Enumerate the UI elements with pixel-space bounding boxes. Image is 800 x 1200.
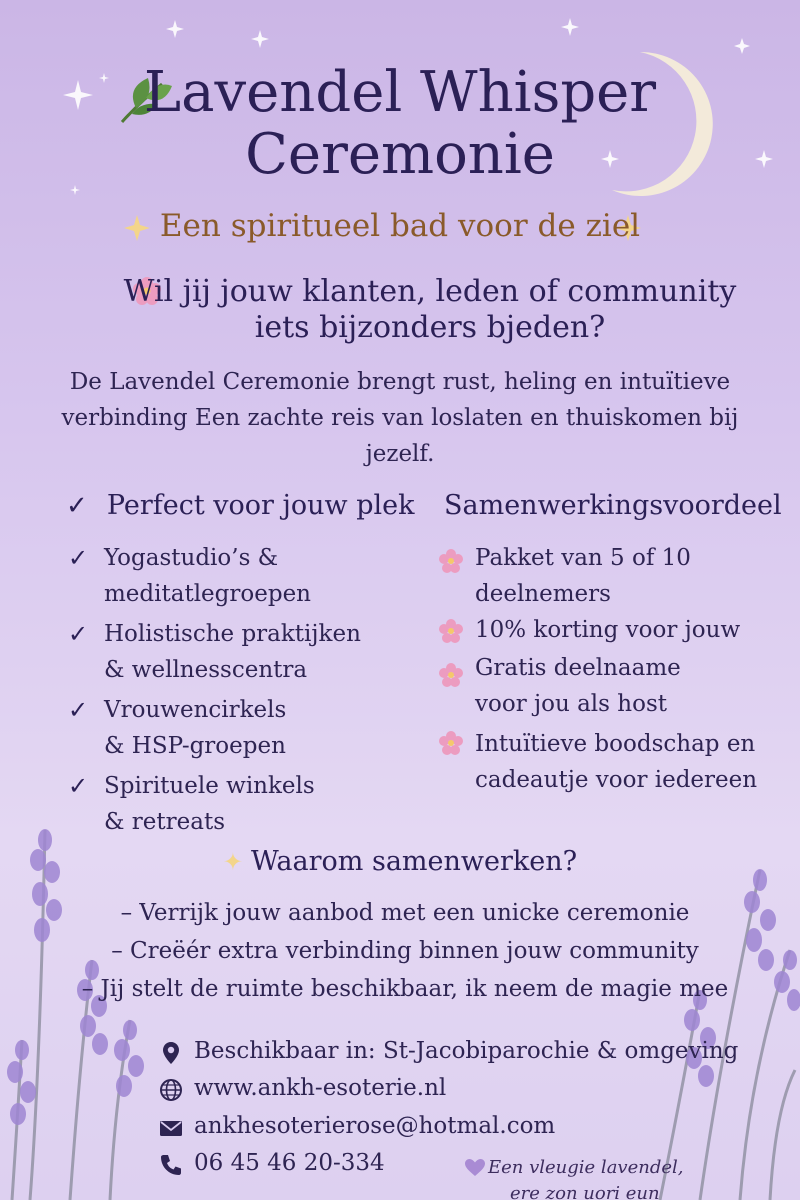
why-item: – Jij stelt de ruimte beschikbaar, ik neem de magie mee xyxy=(81,976,729,1002)
contact-website[interactable] xyxy=(160,1075,446,1101)
right-item xyxy=(438,650,681,722)
right-heading: Samenwerkingsvoordeel xyxy=(444,490,782,521)
intro-line-3: jezelf. xyxy=(365,441,435,467)
location-text: Beschikbaar in: St-Jacobiparochie & omgeving xyxy=(194,1038,739,1064)
globe-icon xyxy=(158,1077,184,1103)
checkmark-icon: ✓ xyxy=(68,772,89,800)
checkmark-icon: ✓ xyxy=(68,620,89,648)
checkmark-icon: ✓ xyxy=(66,491,88,521)
intro-line-1: De Lavendel Ceremonie brengt rust, heling en intuïtieve xyxy=(69,369,731,395)
phone-text[interactable]: 06 45 46 20-334 xyxy=(194,1150,385,1176)
right-item xyxy=(438,726,757,798)
why-item: – Creëér extra verbinding binnen jouw community xyxy=(111,938,699,964)
right-item-line-1: Intuïtieve boodschap en xyxy=(475,731,756,757)
checkmark-icon: ✓ xyxy=(68,696,89,724)
why-heading: Waarom samenwerken? xyxy=(251,846,578,877)
tagline xyxy=(488,1155,684,1200)
flower-icon xyxy=(438,618,464,644)
right-item xyxy=(438,612,740,648)
heart-icon xyxy=(464,1158,486,1178)
sparkle-icon xyxy=(561,18,579,36)
sparkle-icon xyxy=(251,30,269,48)
right-item-line-1: Pakket van 5 of 10 xyxy=(475,545,691,571)
contact-phone[interactable] xyxy=(160,1150,385,1176)
left-item-line-1: Holistische praktijken xyxy=(104,621,361,647)
email-link[interactable]: ankhesoterierose@hotmal.com xyxy=(194,1113,556,1139)
intro-paragraph xyxy=(60,364,740,472)
right-item-line-2: cadeautje voor iedereen xyxy=(475,767,758,793)
contact-email[interactable] xyxy=(160,1113,555,1139)
left-item-line-2: & HSP-groepen xyxy=(104,733,286,759)
left-item-line-1: Vrouwencirkels xyxy=(104,697,287,723)
phone-icon xyxy=(158,1152,184,1178)
title-line-2: Ceremonie xyxy=(245,122,555,187)
flower-icon xyxy=(438,730,464,756)
sparkle-icon xyxy=(70,185,80,195)
checkmark-icon: ✓ xyxy=(68,544,89,572)
why-heading-row xyxy=(0,846,800,877)
right-item-line-1: Gratis deelnaame xyxy=(475,655,681,681)
left-item-line-2: meditatlegroepen xyxy=(104,581,311,607)
envelope-icon xyxy=(158,1115,184,1141)
left-item xyxy=(68,540,311,612)
website-link[interactable]: www.ankh-esoterie.nl xyxy=(194,1075,447,1101)
contact-location xyxy=(160,1038,738,1064)
right-item-line-1: 10% korting voor jouw xyxy=(475,617,741,643)
flower-icon xyxy=(438,662,464,688)
question-line-1: Wil jij jouw klanten, leden of community xyxy=(123,274,737,309)
sparkle-icon xyxy=(734,38,750,54)
intro-line-2: verbinding Een zachte reis van loslaten en thuiskomen bij xyxy=(61,405,739,431)
left-item-line-2: & retreats xyxy=(104,809,225,835)
right-item xyxy=(438,540,691,612)
right-item-line-2: deelnemers xyxy=(475,581,611,607)
tagline-line-2: ere zon uori eun xyxy=(510,1183,660,1200)
page-title xyxy=(0,62,800,186)
sparkle-icon xyxy=(166,20,184,38)
left-item-line-2: & wellnesscentra xyxy=(104,657,308,683)
question xyxy=(100,274,760,346)
left-heading-row xyxy=(66,490,414,521)
right-item-line-2: voor jou als host xyxy=(475,691,667,717)
left-item xyxy=(68,692,286,764)
left-heading: Perfect voor jouw plek xyxy=(106,490,415,521)
flower-icon xyxy=(438,548,464,574)
left-item xyxy=(68,616,361,688)
question-line-2: iets bijzonders bjeden? xyxy=(254,310,606,345)
title-line-1: Lavendel Whisper xyxy=(143,60,657,125)
subtitle: Een spiritueel bad voor de ziel xyxy=(159,208,641,244)
tagline-line-1: Een vleugie lavendel, xyxy=(488,1157,684,1178)
location-pin-icon xyxy=(158,1040,184,1066)
why-item: – Verrijk jouw aanbod met een unicke ceremonie xyxy=(120,900,690,926)
left-item-line-1: Yogastudio’s & xyxy=(104,545,279,571)
gold-sparkle-icon: ✦ xyxy=(222,848,244,876)
left-item-line-1: Spirituele winkels xyxy=(104,773,315,799)
